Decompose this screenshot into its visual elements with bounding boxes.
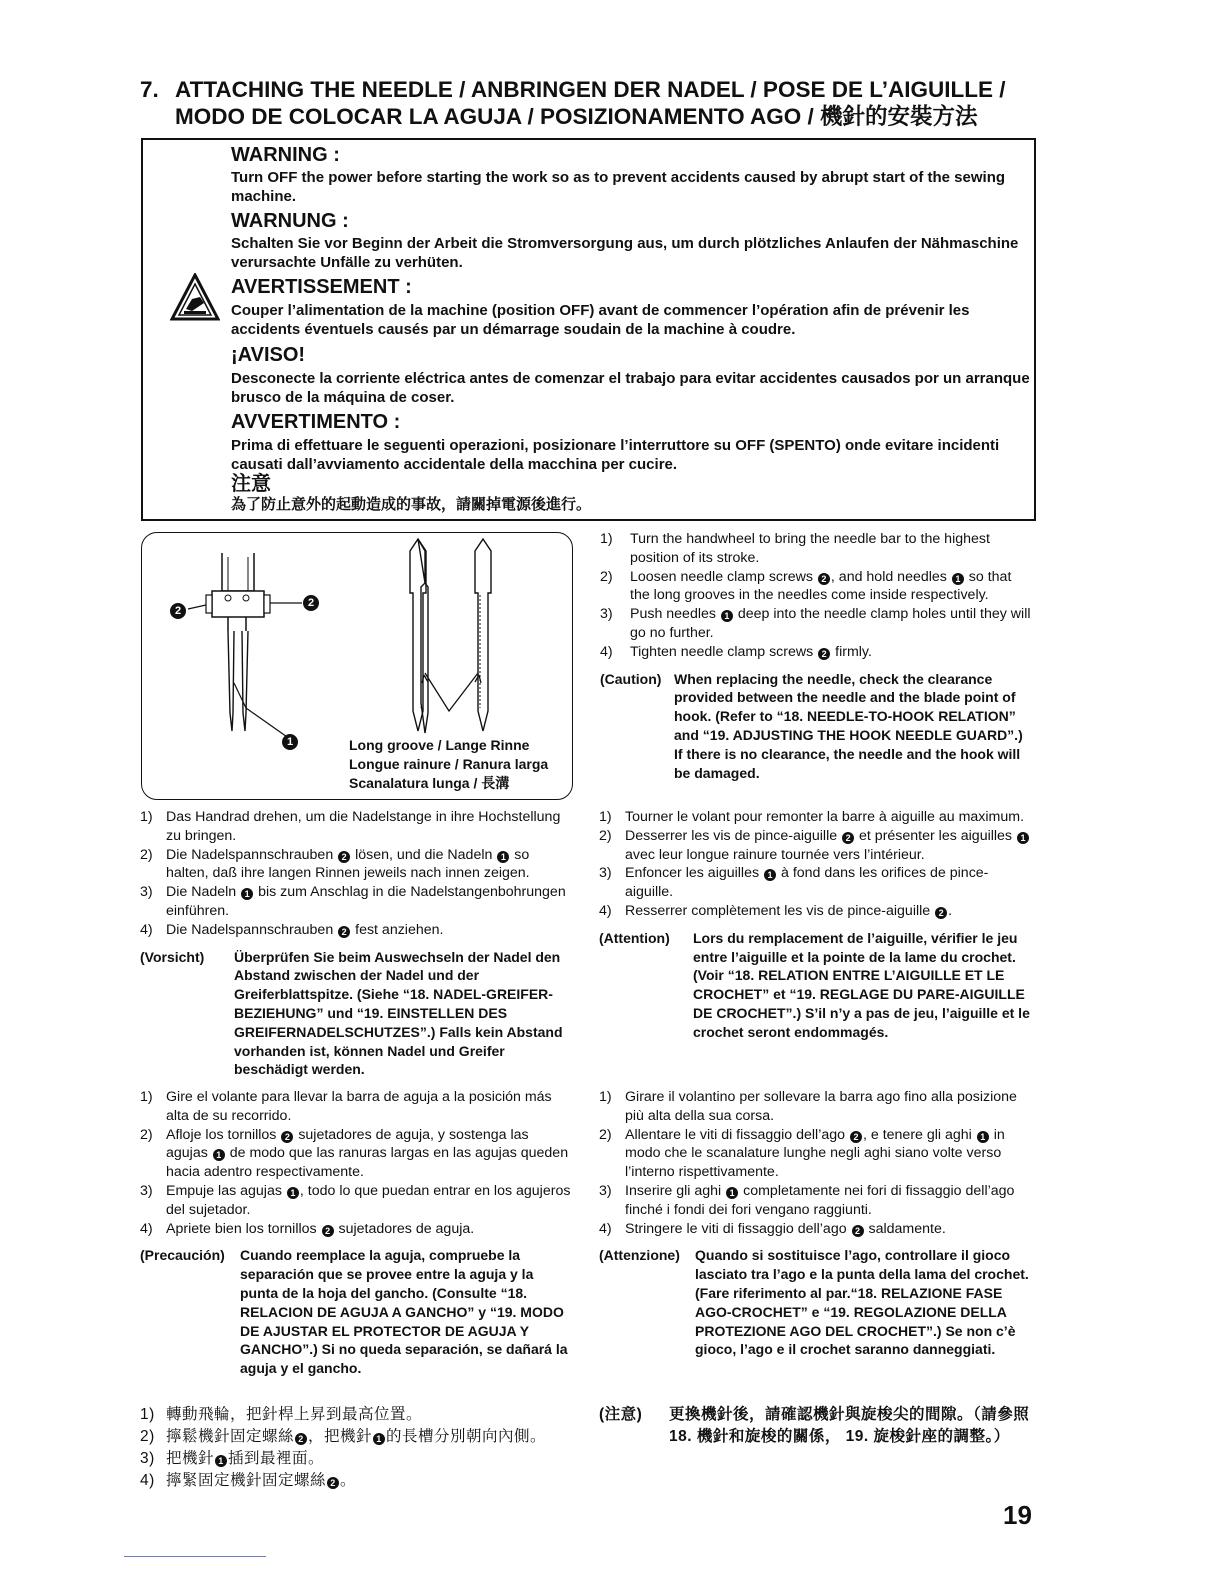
warning-box: [141, 138, 1036, 521]
step-3-zh: 3) 把機針 1 插到最裡面。: [140, 1450, 325, 1467]
warning-heading-zh: 注意: [231, 473, 271, 495]
marker-1: 1: [1017, 832, 1029, 844]
step-1-en: 1) Turn the handwheel to bring the needle bar to the highest position of its stroke.: [600, 531, 990, 566]
caution-it: (Attenzione) Quando si sostituisce l’ago, controllare il gioco lasciato tra l’ago e la punta della lama del crochet. (Fare riferimento al par.“18. RELAZIONE FASE AGO-CROCHET” e “19. REGOLAZIONE DELLA PROTEZIONE AGO DEL CROCHET”.) Se non c’è gioco, l’ago e il crochet saranno danneggiati.: [599, 1247, 1029, 1358]
section-number: 7.: [140, 77, 159, 102]
marker-1: 1: [373, 1433, 385, 1445]
marker-2: 2: [842, 832, 854, 844]
step-2-fr: 2) Desserrer les vis de pince-aiguille 2 et présenter les aiguilles 1 avec leur longue rainure tournée vers l’intérieur.: [599, 827, 1035, 865]
warning-text-es: Desconecte la corriente eléctrica antes de comenzar el trabajo para evitar accidentes causados por un arranque brusco de la máquina de coser.: [231, 370, 1030, 406]
marker-1: 1: [497, 851, 509, 863]
step-2-en: 2) Loosen needle clamp screws 2 , and hold needles 1 so that the long grooves in the needles come inside respectively.: [600, 568, 1012, 604]
callout-2-left: 2: [170, 603, 186, 619]
caution-de: (Vorsicht) Überprüfen Sie beim Auswechseln der Nadel den Abstand zwischen der Nadel und der Greiferblattspitze. (Siehe “18. NADEL-GREIFER-BEZIEHUNG” und “19. EINSTELLEN DES GREIFERNADELSCHUTZES”.) Falls kein Abstand vorhanden ist, können Nadel und Greifer beschädigt werden.: [140, 948, 563, 1078]
marker-2: 2: [327, 1477, 339, 1489]
needle-diagram: [141, 532, 573, 800]
step-3-fr: 3) Enfoncer les aiguilles 1 à fond dans les orifices de pince-aiguille.: [599, 865, 989, 901]
step-2-es: 2) Afloje los tornillos 2 sujetadores de aguja, y sostenga las agujas 1 de modo que las ranuras largas en las agujas queden hacia adentro respectivamente.: [140, 1126, 569, 1181]
step-4-en: 4) Tighten needle clamp screws 2 firmly.: [600, 643, 872, 660]
step-3-de: 3) Die Nadeln 1 bis zum Anschlag in die Nadelstangenbohrungen einführen.: [140, 884, 566, 919]
step-3-it: 3) Inserire gli aghi 1 completamente nei fori di fissaggio dell’ago finché i fondi dei fori vengano raggiunti.: [599, 1182, 1015, 1218]
marker-1: 1: [952, 573, 964, 585]
footer-rule: [124, 1556, 266, 1557]
step-1-it: 1) Girare il volantino per sollevare la barra ago fino alla posizione più alta della sua corsa.: [599, 1089, 1017, 1124]
step-3-es: 3) Empuje las agujas 1 , todo lo que puedan entrar en los agujeros del sujetador.: [140, 1182, 571, 1218]
marker-2: 2: [850, 1131, 862, 1143]
marker-2: 2: [818, 573, 830, 585]
instructions-es: [140, 1088, 574, 1378]
long-groove-label-line1: Long groove / Lange Rinne: [349, 737, 530, 753]
marker-2: 2: [322, 1225, 334, 1237]
long-groove-label: [349, 736, 548, 793]
page-number: 19: [1003, 1500, 1032, 1530]
instructions-fr: [599, 808, 1035, 1042]
marker-2: 2: [338, 851, 350, 863]
step-1-de: 1) Das Handrad drehen, um die Nadelstange in ihre Hochstellung zu bringen.: [140, 809, 561, 844]
marker-2: 2: [852, 1225, 864, 1237]
marker-1: 1: [721, 610, 733, 622]
marker-2: 2: [818, 648, 830, 660]
step-2-de: 2) Die Nadelspannschrauben 2 lösen, und die Nadeln 1 so halten, daß ihre langen Rinnen jeweils nach innen zeigen.: [140, 846, 530, 882]
step-2-zh: 2) 擰鬆機針固定螺絲 2 ，把機針 1 的長槽分別朝向內側。: [140, 1428, 547, 1445]
caution-fr: (Attention) Lors du remplacement de l’aiguille, vérifier le jeu entre l’aiguille et la pointe de la lame du crochet. (Voir “18. RELATION ENTRE L’AIGUILLE ET LE CROCHET” et “19. REGLAGE DU PARE-AIGUILLE DE CROCHET”.) S’il n’y a pas de jeu, l’aiguille et le crochet seront endommagés.: [599, 929, 1030, 1040]
warning-text-en: Turn OFF the power before starting the work so as to prevent accidents caused by abrupt start of the sewing machine.: [231, 169, 1006, 205]
instructions-de: [140, 808, 574, 1079]
caution-zh: (注意) 更換機針後，請確認機針與旋梭尖的間隙。（請參照 18. 機針和旋梭的關係， 19. 旋梭針座的調整。）: [599, 1406, 1030, 1445]
step-4-fr: 4) Resserrer complètement les vis de pince-aiguille 2 .: [599, 902, 953, 919]
instructions-zh: [140, 1404, 580, 1492]
marker-1: 1: [215, 1455, 227, 1467]
warning-text-zh: 為了防止意外的起動造成的事故，請關掉電源後進行。: [231, 496, 592, 513]
marker-2: 2: [295, 1433, 307, 1445]
marker-1: 1: [726, 1187, 738, 1199]
long-groove-label-line2: Longue rainure / Ranura larga: [349, 756, 549, 772]
section-title-line2: MODO DE COLOCAR LA AGUJA / POSIZIONAMENTO AGO / 機針的安裝方法: [175, 104, 978, 129]
step-4-es: 4) Apriete bien los tornillos 2 sujetadores de aguja.: [140, 1220, 475, 1237]
marker-1: 1: [213, 1149, 225, 1161]
caution-en: (Caution) When replacing the needle, check the clearance provided between the needle and the blade point of hook. (Refer to “18. NEEDLE-TO-HOOK RELATION” and “19. ADJUSTING THE HOOK NEEDLE GUARD”.) If there is no clearance, the needle and the hook will be damaged.: [600, 670, 1023, 781]
step-3-en: 3) Push needles 1 deep into the needle clamp holes until they will go no further.: [600, 606, 1031, 641]
warning-heading-fr: AVERTISSEMENT :: [231, 276, 412, 298]
marker-2: 2: [281, 1131, 293, 1143]
step-1-es: 1) Gire el volante para llevar la barra de aguja a la posición más alta de su recorrido.: [140, 1089, 552, 1124]
marker-1: 1: [977, 1131, 989, 1143]
step-1-fr: 1) Tourner le volant pour remonter la barre à aiguille au maximum.: [599, 809, 1025, 825]
marker-1: 1: [287, 1187, 299, 1199]
warning-heading-es: ¡AVISO!: [231, 344, 306, 366]
hand-hazard-warning-icon: [170, 273, 220, 321]
callout-2-right: 2: [303, 595, 319, 611]
warning-text-fr: Couper l’alimentation de la machine (position OFF) avant de commencer l’opération afin de prévenir les accidents éventuels causés par un démarrage soudain de la machine à coudre.: [231, 302, 970, 338]
step-4-it: 4) Stringere le viti di fissaggio dell’ago 2 saldamente.: [599, 1220, 946, 1237]
long-groove-label-line3: Scanalatura lunga / 長溝: [349, 775, 510, 791]
step-1-zh: 1) 轉動飛輪，把針桿上昇到最高位置。: [140, 1406, 423, 1423]
marker-2: 2: [935, 907, 947, 919]
callout-1: 1: [282, 734, 298, 750]
instructions-it: [599, 1088, 1035, 1359]
step-2-it: 2) Allentare le viti di fissaggio dell’ago 2 , e tenere gli aghi 1 in modo che le scanalature lunghe negli aghi siano volte verso l’interno rispettivamente.: [599, 1126, 1005, 1181]
warning-heading-it: AVVERTIMENTO :: [231, 411, 401, 433]
step-4-de: 4) Die Nadelspannschrauben 2 fest anziehen.: [140, 921, 444, 938]
caution-es: (Precaución) Cuando reemplace la aguja, compruebe la separación que se provee entre la aguja y la punta de la hoja del gancho. (Consulte “18. RELACION DE AGUJA A GANCHO” y “19. MODO DE AJUSTAR EL PROTECTOR DE AGUJA Y GANCHO”.) Si no queda separación, se dañará la aguja y el gancho.: [140, 1247, 568, 1377]
marker-2: 2: [338, 926, 350, 938]
marker-1: 1: [241, 888, 253, 900]
instructions-en: [600, 530, 1034, 782]
warning-text-de: Schalten Sie vor Beginn der Arbeit die Stromversorgung aus, um durch plötzliches Anlaufen der Nähmaschine verursachte Unfälle zu verhüten.: [231, 235, 1019, 271]
warning-text-it: Prima di effettuare le seguenti operazioni, posizionare l’interruttore su OFF (SPENTO) onde evitare incidenti causati dall’avviamento accidentale della macchina per cucire.: [231, 437, 1000, 473]
step-4-zh: 4) 擰緊固定機針固定螺絲 2 。: [140, 1472, 357, 1489]
marker-1: 1: [764, 869, 776, 881]
warning-heading-en: WARNING :: [231, 144, 340, 166]
section-title-line1: ATTACHING THE NEEDLE / ANBRINGEN DER NADEL / POSE DE L’AIGUILLE /: [175, 77, 1006, 102]
warning-heading-de: WARNUNG :: [231, 210, 349, 232]
